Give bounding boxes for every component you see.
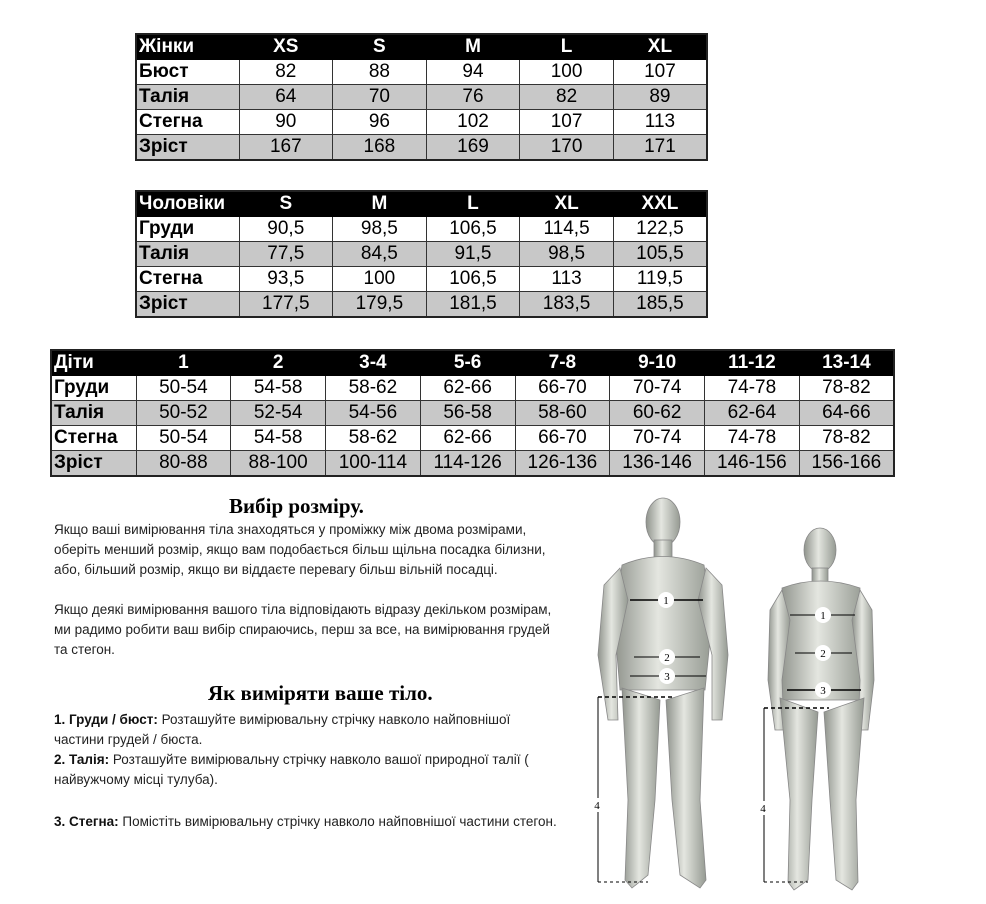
table-cell: 60-62 <box>610 401 705 426</box>
table-cell: 88-100 <box>231 451 326 477</box>
row-label: Стегна <box>51 426 136 451</box>
row-label: Талія <box>51 401 136 426</box>
table-cell: 98,5 <box>333 217 427 242</box>
table-cell: 66-70 <box>515 376 610 401</box>
table-cell: 106,5 <box>426 267 520 292</box>
table-cell: 88 <box>333 60 427 85</box>
marker-label: 4 <box>760 803 766 815</box>
header-cell: L <box>426 191 520 217</box>
table-cell: 64 <box>239 85 333 110</box>
table-cell: 82 <box>520 85 614 110</box>
table-cell: 98,5 <box>520 242 614 267</box>
row-label: Стегна <box>136 267 239 292</box>
table-cell: 183,5 <box>520 292 614 318</box>
table-cell: 70 <box>333 85 427 110</box>
header-cell: XL <box>613 34 707 60</box>
table-cell: 84,5 <box>333 242 427 267</box>
how-to-measure-title: Як виміряти ваше тіло. <box>208 681 433 705</box>
header-cell: 7-8 <box>515 350 610 376</box>
table-cell: 100-114 <box>326 451 421 477</box>
female-figure <box>768 528 874 890</box>
table-cell: 62-66 <box>420 426 515 451</box>
marker-label: 2 <box>664 652 670 664</box>
row-label: Груди <box>51 376 136 401</box>
header-cell: Чоловіки <box>136 191 239 217</box>
header-cell: S <box>333 34 427 60</box>
header-cell: 5-6 <box>420 350 515 376</box>
item-label: 1. Груди / бюст: <box>54 712 158 727</box>
text-line: та стегон. <box>54 642 115 657</box>
table-cell: 122,5 <box>613 217 707 242</box>
table-cell: 64-66 <box>799 401 894 426</box>
table-cell: 80-88 <box>136 451 231 477</box>
table-cell: 126-136 <box>515 451 610 477</box>
item-text: Розташуйте вимірювальну стрічку навколо вашої природної талії ( <box>109 752 529 767</box>
marker-label: 3 <box>664 671 670 683</box>
text-line: або, більший розмір, якщо ви віддаєте перевагу більш вільній посадці. <box>54 562 498 577</box>
table-cell: 146-156 <box>705 451 800 477</box>
table-cell: 136-146 <box>610 451 705 477</box>
header-cell: XL <box>520 191 614 217</box>
size-choice-title: Вибір розміру. <box>229 494 364 518</box>
item-text: Помістіть вимірювальну стрічку навколо найповнішої частини стегон. <box>118 814 557 829</box>
marker-label: 4 <box>594 800 600 812</box>
table-cell: 96 <box>333 110 427 135</box>
table-cell: 54-56 <box>326 401 421 426</box>
table-cell: 181,5 <box>426 292 520 318</box>
table-cell: 114,5 <box>520 217 614 242</box>
table-cell: 77,5 <box>239 242 333 267</box>
text-line: Якщо деякі вимірювання вашого тіла відповідають відразу декільком розмірам, <box>54 602 552 617</box>
text-line: Якщо ваші вимірювання тіла знаходяться у проміжку між двома розмірами, <box>54 522 527 537</box>
table-cell: 179,5 <box>333 292 427 318</box>
table-cell: 50-52 <box>136 401 231 426</box>
table-cell: 105,5 <box>613 242 707 267</box>
marker-label: 1 <box>820 610 826 622</box>
marker-label: 1 <box>663 595 669 607</box>
table-cell: 119,5 <box>613 267 707 292</box>
header-cell: 3-4 <box>326 350 421 376</box>
row-label: Бюст <box>136 60 239 85</box>
table-cell: 167 <box>239 135 333 161</box>
table-cell: 94 <box>426 60 520 85</box>
table-cell: 114-126 <box>420 451 515 477</box>
table-cell: 171 <box>613 135 707 161</box>
marker-label: 2 <box>820 648 826 660</box>
table-cell: 90 <box>239 110 333 135</box>
table-cell: 113 <box>613 110 707 135</box>
table-cell: 78-82 <box>799 426 894 451</box>
table-cell: 56-58 <box>420 401 515 426</box>
table-cell: 107 <box>613 60 707 85</box>
table-cell: 102 <box>426 110 520 135</box>
row-label: Зріст <box>51 451 136 477</box>
table-cell: 91,5 <box>426 242 520 267</box>
header-cell: 11-12 <box>705 350 800 376</box>
table-cell: 168 <box>333 135 427 161</box>
header-cell: L <box>520 34 614 60</box>
table-cell: 70-74 <box>610 426 705 451</box>
header-cell: M <box>426 34 520 60</box>
header-cell: Жінки <box>136 34 239 60</box>
table-cell: 74-78 <box>705 426 800 451</box>
table-cell: 185,5 <box>613 292 707 318</box>
header-cell: 1 <box>136 350 231 376</box>
table-cell: 93,5 <box>239 267 333 292</box>
table-cell: 58-62 <box>326 426 421 451</box>
item-label: 3. Стегна: <box>54 814 119 829</box>
row-label: Зріст <box>136 292 239 318</box>
header-cell: 9-10 <box>610 350 705 376</box>
header-cell: 2 <box>231 350 326 376</box>
table-cell: 107 <box>520 110 614 135</box>
header-cell: Діти <box>51 350 136 376</box>
header-cell: M <box>333 191 427 217</box>
row-label: Стегна <box>136 110 239 135</box>
table-cell: 52-54 <box>231 401 326 426</box>
table-cell: 50-54 <box>136 426 231 451</box>
header-cell: XS <box>239 34 333 60</box>
table-cell: 177,5 <box>239 292 333 318</box>
header-cell: 13-14 <box>799 350 894 376</box>
table-cell: 82 <box>239 60 333 85</box>
table-cell: 100 <box>520 60 614 85</box>
row-label: Груди <box>136 217 239 242</box>
table-cell: 156-166 <box>799 451 894 477</box>
table-cell: 170 <box>520 135 614 161</box>
table-cell: 66-70 <box>515 426 610 451</box>
table-cell: 90,5 <box>239 217 333 242</box>
table-cell: 54-58 <box>231 376 326 401</box>
table-cell: 169 <box>426 135 520 161</box>
item-text: найвужчому місці тулуба). <box>54 772 218 787</box>
table-cell: 74-78 <box>705 376 800 401</box>
text-line: ми радимо робити ваш вибір спираючись, перш за все, на вимірювання грудей <box>54 622 550 637</box>
header-cell: XXL <box>613 191 707 217</box>
row-label: Талія <box>136 85 239 110</box>
item-text: Розташуйте вимірювальну стрічку навколо найповнішої <box>157 712 511 727</box>
table-cell: 58-60 <box>515 401 610 426</box>
male-figure <box>598 498 728 888</box>
table-cell: 78-82 <box>799 376 894 401</box>
table-cell: 113 <box>520 267 614 292</box>
table-cell: 50-54 <box>136 376 231 401</box>
table-cell: 100 <box>333 267 427 292</box>
table-cell: 62-64 <box>705 401 800 426</box>
table-cell: 106,5 <box>426 217 520 242</box>
table-cell: 62-66 <box>420 376 515 401</box>
table-cell: 89 <box>613 85 707 110</box>
row-label: Зріст <box>136 135 239 161</box>
table-cell: 54-58 <box>231 426 326 451</box>
item-label: 2. Талія: <box>54 752 110 767</box>
table-cell: 70-74 <box>610 376 705 401</box>
item-text: частини грудей / бюста. <box>54 732 203 747</box>
table-cell: 76 <box>426 85 520 110</box>
row-label: Талія <box>136 242 239 267</box>
table-cell: 58-62 <box>326 376 421 401</box>
header-cell: S <box>239 191 333 217</box>
marker-label: 3 <box>820 685 826 697</box>
text-line: оберіть менший розмір, якщо вам подобається більш щільна посадка білизни, <box>54 542 546 557</box>
